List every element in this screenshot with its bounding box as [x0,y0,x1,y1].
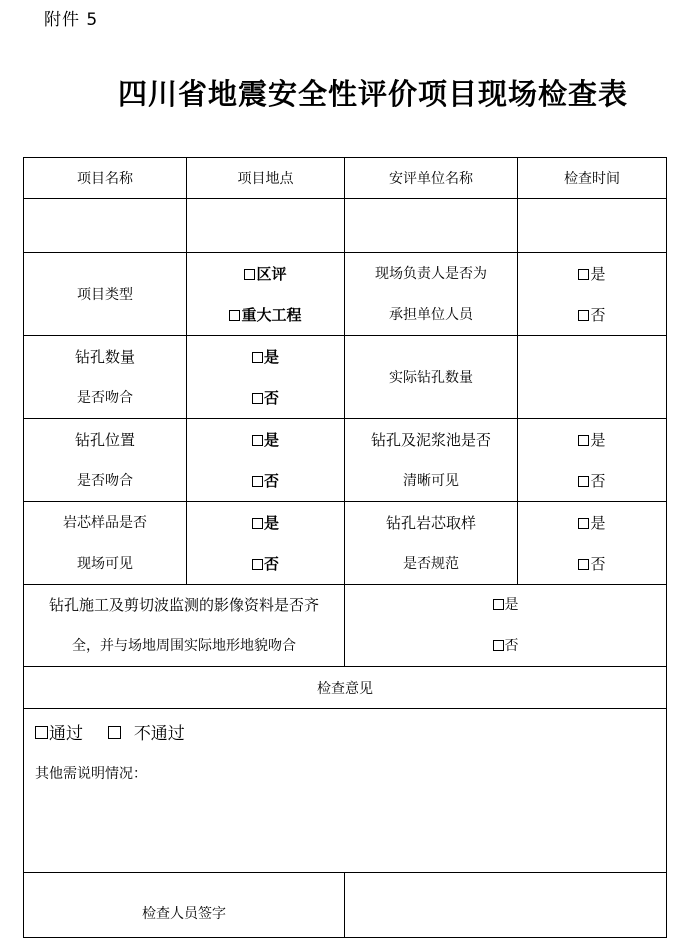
checkbox-icon [252,352,263,363]
header-project-name: 项目名称 [24,158,187,199]
blank-entry-row [24,199,667,253]
mud-pit-answers [518,419,667,502]
actual-drill-count-label: 实际钻孔数量 [345,336,518,419]
checkbox-icon [252,559,263,570]
opinion-label: 检查意见 [24,667,667,709]
answer-yes[interactable]: 是 [345,595,666,615]
answer-yes[interactable]: 是 [518,264,666,284]
core-sampling-question: 钻孔岩芯取样 是否规范 [345,502,518,585]
attachment-label: 附件 5 [44,10,99,30]
answer-no[interactable]: 否 [187,554,344,574]
checkbox-icon [252,435,263,446]
actual-drill-count-field[interactable] [518,336,667,419]
image-data-row [24,585,667,667]
drill-count-answers [187,336,345,419]
opinion-header-row [24,667,667,709]
evaluation-unit-field[interactable] [345,199,518,253]
drill-position-row [24,419,667,502]
answer-no[interactable]: 否 [518,554,666,574]
answer-no[interactable]: 否 [187,388,344,408]
site-leader-answers [518,253,667,336]
header-row [24,158,667,199]
checkbox-icon [578,310,589,321]
drill-position-label: 钻孔位置 是否吻合 [24,419,187,502]
checkbox-icon [252,476,263,487]
answer-yes[interactable]: 是 [187,430,344,450]
answer-no[interactable]: 否 [518,305,666,325]
header-project-location: 项目地点 [187,158,345,199]
opinion-body [24,709,667,873]
checkbox-icon [252,518,263,529]
checkbox-icon [578,518,589,529]
page-title: 四川省地震安全性评价项目现场检查表 [118,77,629,111]
option-regional[interactable]: 区评 [187,264,344,284]
checkbox-icon [252,393,263,404]
site-leader-question: 现场负责人是否为 承担单位人员 [345,253,518,336]
header-inspection-time: 检查时间 [518,158,667,199]
answer-yes[interactable]: 是 [518,513,666,533]
checkbox-icon [244,269,255,280]
checkbox-icon [35,726,48,739]
project-type-label: 项目类型 [24,253,187,336]
core-sample-answers [187,502,345,585]
drill-position-answers [187,419,345,502]
project-type-options [187,253,345,336]
answer-no[interactable]: 否 [518,471,666,491]
signature-row [24,873,667,938]
project-type-row [24,253,667,336]
signature-field[interactable] [345,873,667,938]
answer-yes[interactable]: 是 [187,513,344,533]
answer-no[interactable]: 否 [345,636,666,656]
checkbox-icon [578,269,589,280]
option-fail[interactable]: 不通过 [108,724,185,744]
project-name-field[interactable] [24,199,187,253]
opinion-body-row [24,709,667,873]
signature-label: 检查人员签字 [24,873,345,938]
option-major-project[interactable]: 重大工程 [187,305,344,325]
image-data-answers [345,585,667,667]
image-data-question: 钻孔施工及剪切波监测的影像资料是否齐 全，并与场地周围实际地形地貌吻合 [24,585,345,667]
checkbox-icon [493,599,504,610]
other-notes-label: 其他需说明情况： [35,766,147,782]
checkbox-icon [578,476,589,487]
mud-pit-question: 钻孔及泥浆池是否 清晰可见 [345,419,518,502]
result-options [35,723,666,745]
answer-no[interactable]: 否 [187,471,344,491]
checkbox-icon [578,435,589,446]
core-sample-label: 岩芯样品是否 现场可见 [24,502,187,585]
option-pass[interactable]: 通过 [35,724,83,744]
core-sample-row [24,502,667,585]
checkbox-icon [578,559,589,570]
drill-count-label: 钻孔数量 是否吻合 [24,336,187,419]
inspection-form-table [23,157,667,938]
checkbox-icon [229,310,240,321]
core-sampling-answers [518,502,667,585]
inspection-time-field[interactable] [518,199,667,253]
header-evaluation-unit: 安评单位名称 [345,158,518,199]
answer-yes[interactable]: 是 [187,347,344,367]
checkbox-icon [108,726,121,739]
answer-yes[interactable]: 是 [518,430,666,450]
project-location-field[interactable] [187,199,345,253]
checkbox-icon [493,640,504,651]
drill-count-row [24,336,667,419]
